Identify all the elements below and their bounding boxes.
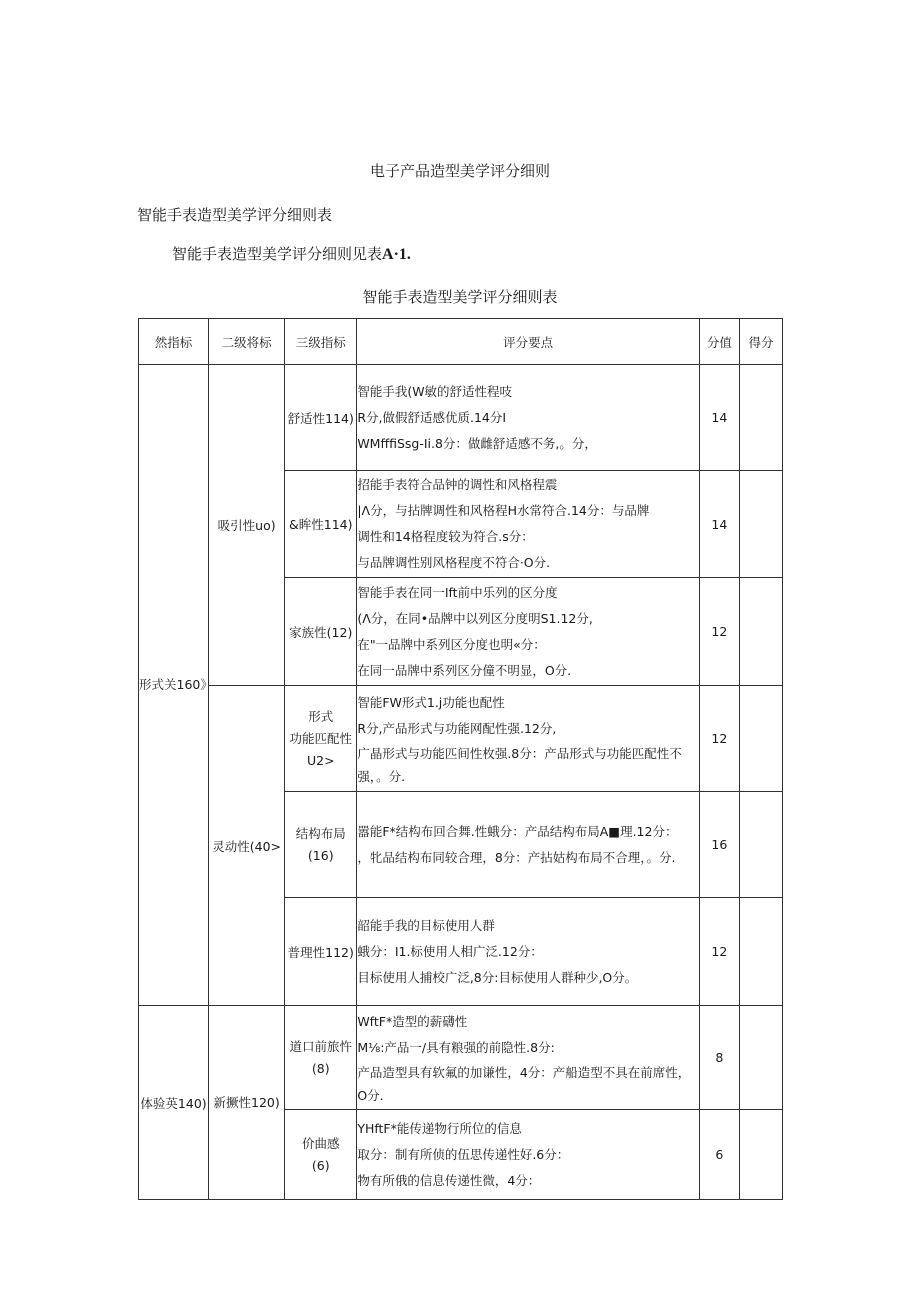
level1-form: 形式关160》 (139, 365, 209, 1006)
value-structure: 16 (699, 792, 739, 898)
table-row (139, 365, 783, 471)
point-line: YHftF*能传递物行所位的信息 (357, 1120, 522, 1136)
value-comfort: 14 (699, 365, 739, 471)
scoring-points-reasonable (357, 898, 700, 1006)
level2-flexibility: 灵动性(40> (209, 686, 285, 1006)
point-line: 取分：制有所侦的伍思传递性好.6分： (357, 1146, 570, 1162)
table-row (139, 686, 783, 792)
value-meaning: 6 (699, 1110, 739, 1200)
scoring-points-structure (357, 792, 700, 898)
point-line: 智能手我(W敏的舒适性程吱 (357, 383, 513, 399)
level2-novelty: 新撅性120) (209, 1006, 285, 1200)
value-family: 12 (699, 578, 739, 686)
score-cell (739, 1006, 782, 1110)
subsection-prefix: 智能手表造型美学评分细则见表 (172, 245, 383, 263)
point-line: (Λ分，在同•品牌中以列区分度明S1.12分, (357, 610, 593, 626)
header-level1: 然指标 (139, 319, 209, 365)
level3-family: 家族性(12) (285, 578, 357, 686)
section-title: 智能手表造型美学评分细则表 (137, 206, 333, 224)
score-cell (739, 578, 782, 686)
table-row (139, 1006, 783, 1110)
point-line: 在"一品牌中系列区分度也明«分： (357, 636, 546, 652)
header-score: 得分 (739, 319, 782, 365)
point-line: ，牝品结构布同较合理，8分：产拈姑构布局不合理，。分. (357, 849, 676, 865)
level3-meaning: 价曲感 (6) (285, 1110, 357, 1200)
subsection-title (172, 243, 411, 264)
level1-experience: 体验英140) (139, 1006, 209, 1200)
header-value: 分值 (699, 319, 739, 365)
level3-novel: 道口前旅忤 (8) (285, 1006, 357, 1110)
level3-brand: &眸性114) (285, 471, 357, 578)
table-reference: A·1. (382, 246, 411, 263)
point-line: 调性和14格程度较为符合.s分： (357, 529, 534, 544)
point-line: M⅛:产品一/具有粮强的前隐性.8分: (357, 1039, 555, 1055)
point-line: 产品造型具有软氟的加谦性，4分：产船造型不具在前席性，O分. (357, 1064, 691, 1103)
score-cell (739, 792, 782, 898)
value-form-function: 12 (699, 686, 739, 792)
value-novel: 8 (699, 1006, 739, 1110)
point-line: 韶能手我的目标使用人群 (357, 917, 495, 933)
score-cell (739, 471, 782, 578)
table-header-row (139, 319, 783, 365)
scoring-points-form-function (357, 686, 700, 792)
scoring-points-meaning (357, 1110, 700, 1200)
point-line: 智能FW形式1.j功能也配性 (357, 694, 505, 710)
point-line: WMfffiSsg-Ii.8分：做雌舒适感不务,。分， (357, 435, 597, 451)
point-line: 物有所俄的信息传递性微，4分： (357, 1172, 541, 1188)
scoring-points-brand (357, 471, 700, 578)
scoring-points-family (357, 578, 700, 686)
level3-comfort: 舒适性114) (285, 365, 357, 471)
scoring-table (138, 318, 783, 1200)
point-line: 智能手表在同一Ift前中乐列的区分度 (357, 584, 558, 600)
table-caption: 智能手表造型美学评分细则表 (362, 288, 558, 306)
level3-structure: 结构布局 (16) (285, 792, 357, 898)
score-cell (739, 898, 782, 1006)
point-line: 招能手表符合品钟的调性和风格程震 (357, 477, 558, 492)
score-cell (739, 1110, 782, 1200)
document-title: 电子产品造型美学评分细则 (369, 162, 550, 180)
header-scoring-points: 评分要点 (357, 319, 700, 365)
point-line: R分,产品形式与功能网配性强.12分, (357, 720, 557, 736)
point-line: R分,做假舒适感优质.14分I (357, 409, 507, 425)
score-cell (739, 365, 782, 471)
score-cell (739, 686, 782, 792)
level3-reasonable: 普理性112) (285, 898, 357, 1006)
point-line: WftF*造型的薪礴性 (357, 1013, 468, 1029)
scoring-points-novel (357, 1006, 700, 1110)
value-reasonable: 12 (699, 898, 739, 1006)
point-line: 目标使用人捕校广泛,8分:目标使用人群种少,O分。 (357, 969, 638, 985)
level2-attraction: 吸引性uo) (209, 365, 285, 686)
value-brand: 14 (699, 471, 739, 578)
level3-form-function: 形式 功能匹配性 U2> (285, 686, 357, 792)
point-line: 蛾分：I1.标使用人相广泛.12分： (357, 943, 543, 959)
header-level2: 二级将标 (209, 319, 285, 365)
point-line: |Λ分，与拈牌调性和风格程H水常符合.14分：与品牌 (357, 503, 650, 518)
point-line: 广晶形式与功能匹间性枚强.8分：产品形式与功能匹配性不强，。分. (357, 745, 682, 784)
point-line: 与品牌调性别风格程度不符合·O分. (357, 555, 551, 570)
point-line: 在同一品牌中系列区分僮不明显，O分. (357, 662, 572, 678)
header-level3: 三级指标 (285, 319, 357, 365)
point-line: 嚣能F*结构布回合舞.性蛾分：产品结构布局A■理.12分： (357, 823, 678, 839)
scoring-points-comfort (357, 365, 700, 471)
